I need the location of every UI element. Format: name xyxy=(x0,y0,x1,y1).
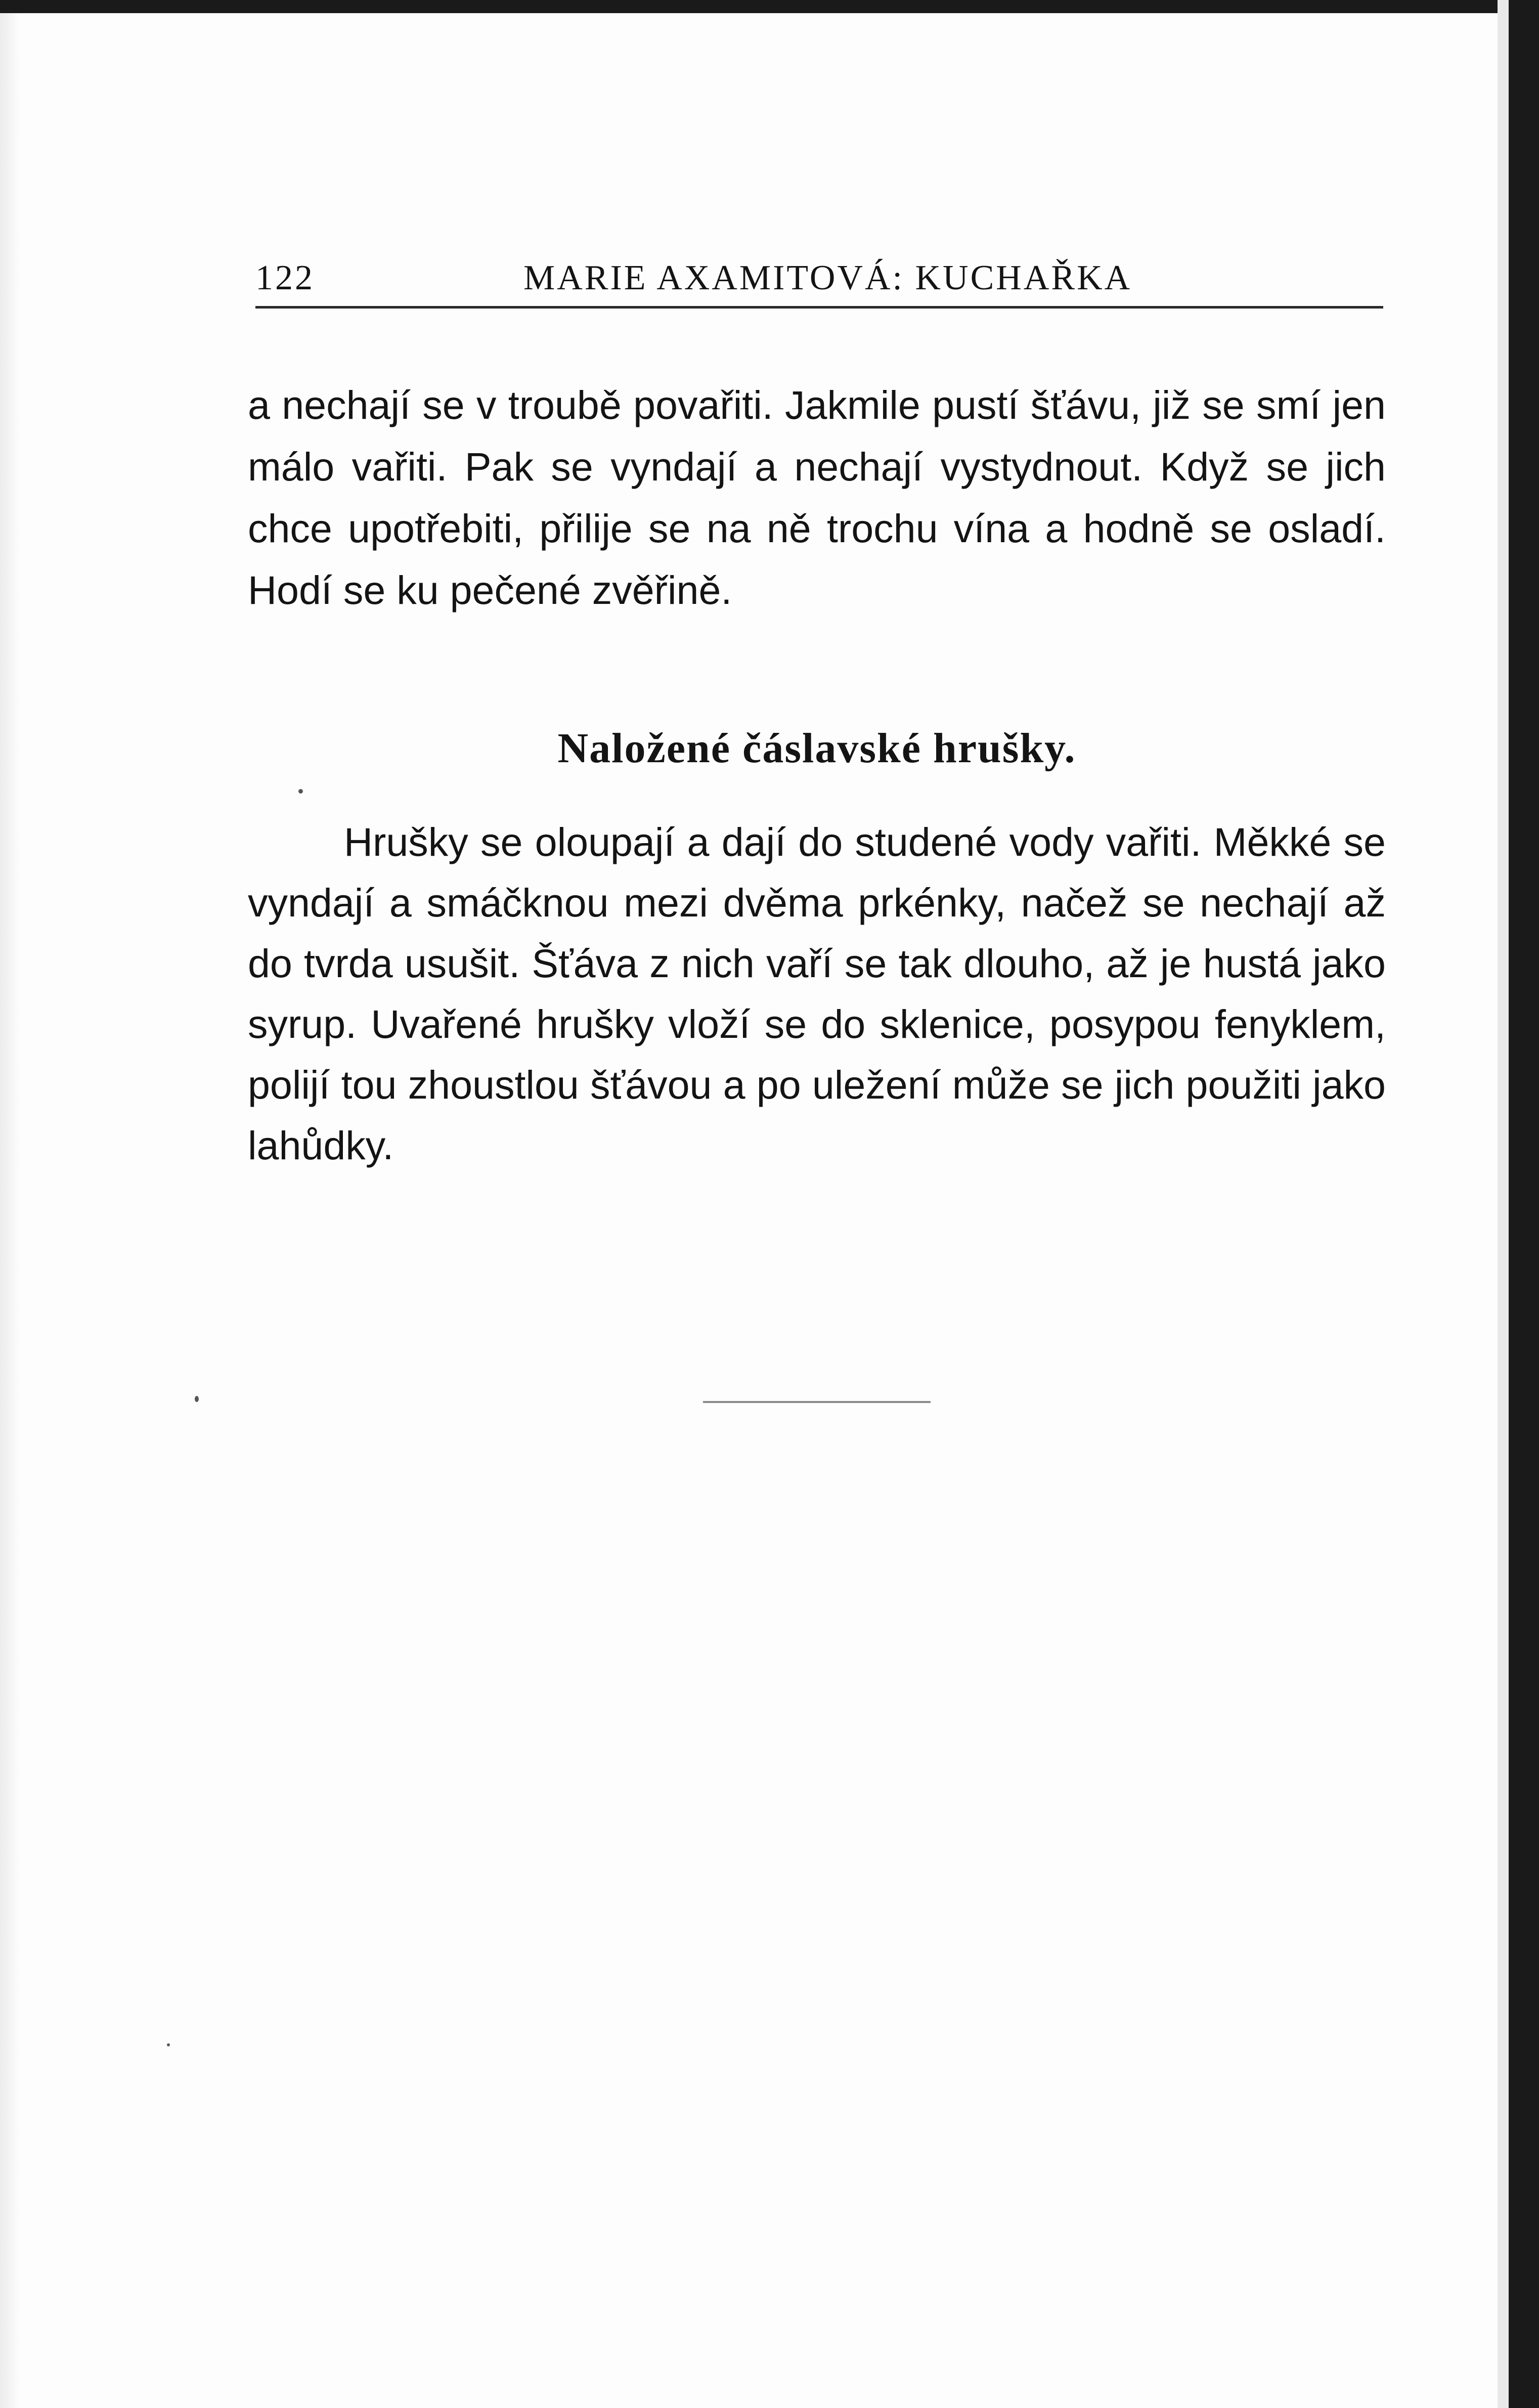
recipe-title: Naložené čáslavské hrušky. xyxy=(557,725,1076,772)
running-head-rule xyxy=(255,306,1383,309)
continued-paragraph: a nechají se v troubě povařiti. Jakmile pustí šťávu, již se smí jen málo vařiti. Pak se vyndají a nechají vystydnout. Když se jich chce upotřebiti, přilije se na ně trochu vína a hodně se osladí. Hodí se ku pečené zvěřině. xyxy=(248,382,1386,612)
recipe-body xyxy=(248,812,1386,1176)
section-end-rule xyxy=(703,1401,931,1403)
page-edge-shadow xyxy=(0,0,20,2408)
scan-right-edge-shade xyxy=(1498,0,1509,2408)
page-number: 122 xyxy=(255,258,315,297)
running-head xyxy=(255,255,1383,301)
scan-right-border xyxy=(1509,0,1539,2408)
running-head-title: MARIE AXAMITOVÁ: KUCHAŘKA xyxy=(523,258,1132,297)
print-speck xyxy=(167,2043,170,2046)
print-speck xyxy=(298,789,303,794)
scan-top-border xyxy=(0,0,1539,13)
print-speck xyxy=(195,1396,199,1402)
recipe-paragraph: Hrušky se oloupají a dají do studené vody vařiti. Měkké se vyndají a smáčknou mezi dvěma prkénky, načež se nechají až do tvrda usušit. Šťáva z nich vaří se tak dlouho, až je hustá jako syrup. Uvařené hrušky vloží se do sklenice, posypou fenyklem, polijí tou zhoustlou šťávou a po uležení může se jich použiti jako lahůdky. xyxy=(248,819,1386,1168)
continued-paragraph-block xyxy=(248,374,1386,621)
